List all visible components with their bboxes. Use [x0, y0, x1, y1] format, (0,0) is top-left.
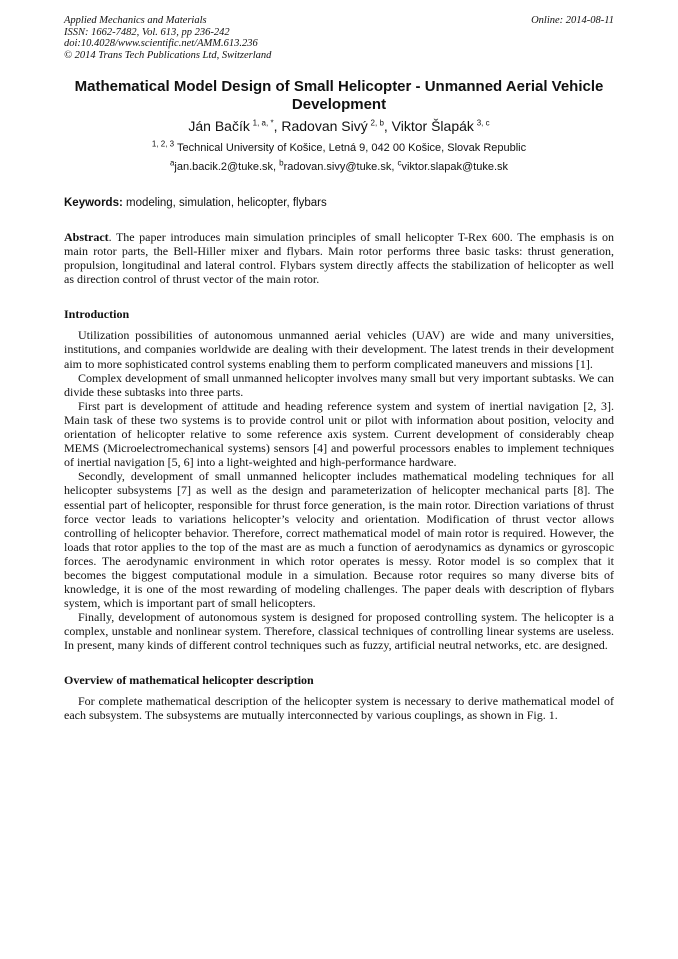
email-mark: a [169, 158, 175, 168]
paragraph: Complex development of small unmanned helicopter involves many small but very important subtasks. We can divide these subtasks into three parts. [64, 370, 614, 399]
email-mark: b [279, 158, 284, 168]
keywords-label: Keywords: [64, 197, 123, 209]
author-name: Ján Bačík [188, 118, 250, 134]
affiliation [64, 141, 614, 155]
email-address[interactable]: jan.bacik.2@tuke.sk, [174, 161, 277, 173]
keywords [64, 196, 614, 210]
author-list: Ján Bačík $^{1, a, *}$, Radovan Sivý $^{2, b}$, Viktor Šlapák $^{3, c}$ [188, 118, 490, 134]
online-date: Online: 2014-08-11 [531, 15, 614, 26]
issn-line: ISSN: 1662-7482, Vol. 613, pp 236-242 [64, 26, 230, 38]
author-name: Radovan Sivý [281, 118, 368, 134]
doi-line: doi:10.4028/www.scientific.net/AMM.613.236 [64, 38, 258, 49]
email-address[interactable]: viktor.slapak@tuke.sk [401, 161, 509, 173]
affiliation-mark: 1, 2, 3 [151, 139, 175, 149]
paragraph: Finally, development of autonomous system is designed for proposed controlling system. The helicopter is a complex, unstable and nonlinear system. Therefore, classical techniques of controlling linear systems are useless. In present, many kinds of different control techniques such as fuzzy, artificial neutral networks, etc. are designed. [64, 610, 614, 653]
paragraph: First part is development of attitude and heading reference system and system of inertial navigation [2, 3]. Main task of these two systems is to provide control unit or pilot with information about position, velocity and orientation of helicopter relative to some reference axis system. Current development of considerably cheap MEMS (Microelectromechanical systems) sensors [4] and powerful processors enables to implement techniques of inertial navigation [5, 6] into a light-weighted and high-performance hardware. [64, 398, 614, 470]
copyright-line: © 2014 Trans Tech Publications Ltd, Switzerland [64, 49, 272, 61]
section-heading-introduction: Introduction [64, 307, 130, 322]
affiliation-text: Technical University of Košice, Letná 9, 042 00 Košice, Slovak Republic [176, 142, 527, 154]
journal-name: Applied Mechanics and Materials [64, 15, 207, 26]
email-mark: c [397, 158, 402, 168]
author-name: Viktor Šlapák [391, 118, 474, 134]
abstract-label: Abstract [64, 230, 109, 244]
email-list [64, 160, 614, 174]
journal-header [64, 15, 614, 61]
author-affil-mark: 2, b [370, 118, 384, 128]
author-affil-mark: 1, a, * [252, 118, 274, 128]
abstract-text: . The paper introduces main simulation principles of small helicopter T-Rex 600. The emphasis is on main rotor parts, the Bell-Hiller mixer and flybars. Main rotor performs three basic tasks: thrust generation, propulsion, longitudinal and lateral control. Flybars system directly affects the stabilization of helicopter as well as direction control of thrust vector of the main rotor. [64, 230, 614, 287]
paragraph: Secondly, development of small unmanned helicopter includes mathematical modeling techniques for all helicopter subsystems [7] as well as the design and parameterization of helicopter mechanical parts [8]. The essential part of helicopter, responsible for thrust force generation, is the main rotor. Direction variations of thrust force vector leads to variations helicopter’s velocity and orientation. Modification of thrust vector allows controlling of helicopter behavior. Therefore, correct mathematical model of main rotor is required. However, the loads that rotor applies to the top of the mast are as much a function of aerodynamics as dynamics or gyroscopic forces. The aerodynamic environment in which rotor operates is messy. Rotor model is so complex that it becomes the biggest computational module in a simulation. Because rotor requires so many diverse bits of knowledge, it is one of the most rewarding of modeling challenges. The paper deals with description of flybars system, which is important part of small helicopters. [64, 469, 614, 611]
paragraph: Utilization possibilities of autonomous unmanned aerial vehicles (UAV) are wide and many universities, institutions, and companies worldwide are dealing with their development. The latest trends in their development aim to more sophisticated control systems enabling them to perform complicated maneuvers and missions [1]. [64, 328, 614, 371]
section-heading-overview: Overview of mathematical helicopter description [64, 672, 314, 687]
author-affil-mark: 3, c [476, 118, 490, 128]
abstract [64, 230, 614, 286]
paper-title: Mathematical Model Design of Small Helicopter - Unmanned Aerial Vehicle Development [74, 78, 604, 113]
email-address[interactable]: radovan.sivy@tuke.sk, [283, 161, 395, 173]
keywords-text: modeling, simulation, helicopter, flybars [126, 197, 327, 209]
paragraph: For complete mathematical description of the helicopter system is necessary to derive mathematical model of each subsystem. The subsystems are mutually interconnected by various couplings, as shown in Fig. 1. [64, 693, 614, 722]
